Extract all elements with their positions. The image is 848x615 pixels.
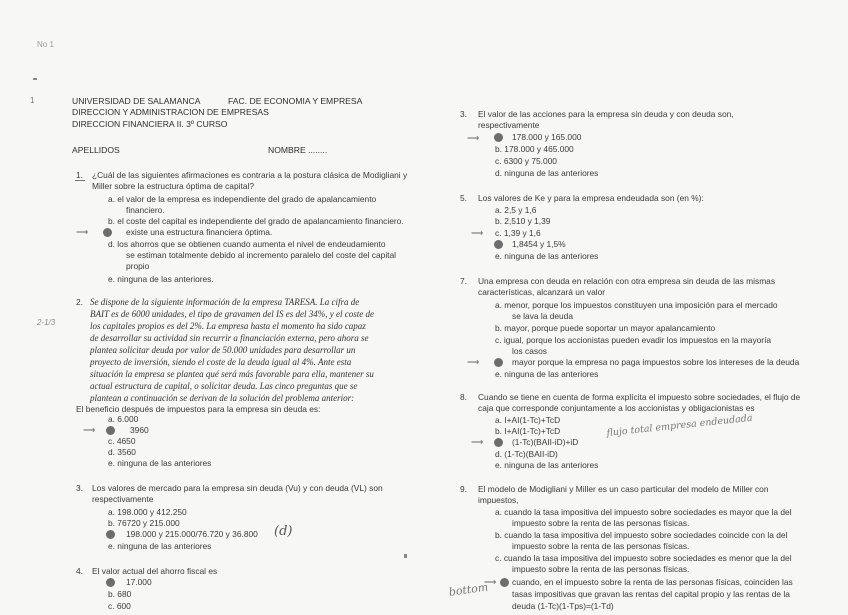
q6-number: 5. (460, 193, 467, 203)
q2-number: 2. (76, 297, 83, 307)
q1-number: 1. (76, 170, 83, 180)
q3-number: 3. (76, 483, 83, 493)
q6-option-e: e. ninguna de las anteriores (495, 251, 599, 261)
q3-line2: respectivamente (92, 494, 154, 504)
q7-option-d: mayor porque la empresa no paga impuestos sobre los intereses de la deuda (512, 357, 800, 367)
q8-line1: Cuando se tiene en cuenta de forma explícita el impuesto sobre sociedades, el flujo de (478, 392, 801, 402)
q2-line7: situación la empresa se plantea qué será más favorable para ella, mantener su (90, 369, 374, 379)
q7-option-a: a. menor, porque los impuestos constituyen una imposición para el mercado (495, 300, 778, 310)
q5-option-a: 178.000 y 165.000 (512, 132, 582, 142)
answer-mark (494, 358, 503, 367)
q4-option-a: 17.000 (126, 577, 152, 587)
q9-option-a: a. cuando la tasa impositiva del impuesto sobre sociedades es mayor que la del (495, 507, 792, 517)
q7-line1: Una empresa con deuda en relación con otra empresa sin deuda de las mismas (478, 276, 776, 286)
answer-mark (103, 228, 112, 237)
q8-option-a: a. I+AI(1-Tc)+TcD (495, 415, 561, 425)
q9-option-a-cont: impuesto sobre la renta de las personas físicas. (512, 518, 690, 528)
q1-line1: ¿Cuál de las siguientes afirmaciones es contraria a la postura clásica de Modigliani y (92, 170, 408, 180)
q9-number: 9. (460, 484, 467, 494)
q9-option-b-cont: impuesto sobre la renta de las personas físicas. (512, 541, 690, 551)
q7-option-e: e. ninguna de las anteriores (495, 369, 599, 379)
q2-line9: plantean a continuación se derivan de la solución del problema anterior: (90, 393, 355, 403)
q8-option-d: d. (1-Tc)(BAII-iD) (495, 449, 558, 459)
q3-option-e: e. ninguna de las anteriores (108, 541, 212, 551)
answer-arrow: ⟶ (467, 133, 480, 143)
name-label: NOMBRE ........ (268, 145, 328, 155)
q9-option-b: b. cuando la tasa impositiva del impuesto sobre sociedades coincide con la del (495, 530, 788, 540)
q1-option-a: a. el valor de la empresa es independiente del grado de apalancamiento (108, 194, 377, 204)
answer-mark (500, 578, 509, 587)
q2-line8: actual estructura de capital, o solicitar deuda. Las cinco preguntas que se (90, 381, 358, 391)
answer-mark (494, 240, 503, 249)
q3-option-b: b. 76720 y 215.000 (108, 518, 180, 528)
q3-option-c: 198.000 y 215.000/76.720 y 36.800 (126, 529, 258, 539)
q1-option-d-cont2: propio (126, 261, 150, 271)
q9-option-c: c. cuando la tasa impositiva del impuesto sobre sociedades es menor que la del (495, 553, 792, 563)
answer-arrow: ⟶ (484, 577, 497, 587)
q6-option-c: c. 1,39 y 1,6 (495, 228, 541, 238)
q7-number: 7. (460, 276, 467, 286)
answer-arrow: ⟶ (471, 437, 484, 447)
answer-arrow: ⟶ (83, 425, 96, 435)
q8-option-c: (1-Tc)(BAII-iD)+iD (512, 437, 579, 447)
q4-option-c: c. 600 (108, 601, 131, 611)
q1-line2: Miller sobre la estructura óptima de capital? (92, 181, 254, 191)
speck (404, 554, 407, 558)
q8-handwritten-note: flujo total empresa endeudada (606, 412, 754, 439)
answer-arrow: ⟶ (467, 357, 480, 367)
speck (33, 78, 37, 80)
q5-line1: El valor de las acciones para la empresa sin deuda y con deuda son, (478, 109, 734, 119)
q6-option-a: a. 2,5 y 1,6 (495, 205, 537, 215)
q2-stem: El beneficio después de impuestos para la empresa sin deuda es: (76, 404, 321, 414)
q2-line4: de desarrollar su actividad sin recurrir a financiación externa, pero ahora se (90, 333, 369, 343)
answer-arrow: ⟶ (471, 228, 484, 238)
q2-line3: los capitales propios es del 2%. La empresa hasta el momento ha sido capaz (90, 321, 366, 331)
q2-option-d: d. 3560 (108, 447, 136, 457)
margin-number: 1 (30, 96, 35, 105)
surname-label: APELLIDOS (72, 145, 120, 155)
q4-option-b: b. 680 (108, 589, 132, 599)
q9-margin-note: bottom (448, 580, 489, 599)
answer-mark (106, 578, 115, 587)
q3-option-a: a. 198.000 y 412.250 (108, 507, 187, 517)
university-name: UNIVERSIDAD DE SALAMANCA (72, 96, 201, 106)
q9-option-d-cont2: deuda (1-Tc)(1-Tps)=(1-Td) (512, 601, 614, 611)
q9-option-d: cuando, en el impuesto sobre la renta de las personas físicas, coinciden las (512, 577, 793, 587)
answer-arrow: ⟶ (76, 227, 89, 237)
q3-line1: Los valores de mercado para la empresa sin deuda (Vu) y con deuda (VL) son (92, 483, 383, 493)
q4-number: 4. (76, 566, 83, 576)
q7-option-b: b. mayor, porque puede soportar un mayor apalancamiento (495, 323, 716, 333)
q7-line2: características, alcanzará un valor (478, 287, 606, 297)
q7-option-a-cont: se lava la deuda (512, 311, 573, 321)
answer-mark (106, 426, 115, 435)
degree-name: DIRECCION Y ADMINISTRACION DE EMPRESAS (72, 107, 269, 117)
q2-option-b: 3960 (130, 425, 149, 435)
q8-line2: caja que corresponde conjuntamente a los accionistas y obligacionistas es (478, 403, 755, 413)
q9-option-c-cont: impuesto sobre la renta de las personas físicas. (512, 564, 690, 574)
q2-line5: plantea solicitar deuda por valor de 50.000 unidades para desarrollar un (90, 345, 356, 355)
answer-mark (106, 530, 115, 539)
q7-option-c-cont: los casos (512, 346, 547, 356)
q5-option-c: c. 6300 y 75.000 (495, 156, 557, 166)
q5-number: 3. (460, 109, 467, 119)
q2-option-a: a. 6.000 (108, 414, 139, 424)
q6-option-b: b. 2,510 y 1,39 (495, 216, 551, 226)
q2-line6: proyecto de inversión, siendo el coste de la deuda igual al 4%. Ante esta (90, 357, 352, 367)
q6-line1: Los valores de Ke y para la empresa endeudada son (en %): (478, 193, 704, 203)
q9-line1: El modelo de Modigliani y Miller es un caso particular del modelo de Miller con (478, 484, 769, 494)
q3-handwritten-note: (d) (274, 524, 293, 539)
q1-option-e: e. ninguna de las anteriores. (108, 274, 214, 284)
corner-mark: No 1 (37, 40, 54, 49)
q9-line2: impuestos, (478, 495, 519, 505)
q8-option-e: e. ninguna de las anteriores (495, 460, 599, 470)
q8-option-b: b. I+AI(1-Tc)+TcD (495, 426, 561, 436)
faculty-name: FAC. DE ECONOMIA Y EMPRESA (228, 96, 363, 106)
course-name: DIRECCION FINANCIERA II. 3º CURSO (72, 119, 228, 129)
q1-option-a-cont: financiero. (126, 205, 165, 215)
q4-line1: El valor actual del ahorro fiscal es (92, 566, 218, 576)
q1-option-d-cont: se estiman totalmente debido al incremento paralelo del coste del capital (126, 250, 397, 260)
q9-option-d-cont: tasas impositivas que gravan las rentas del capital propio y las rentas de la (512, 589, 790, 599)
q2-option-c: c. 4650 (108, 436, 136, 446)
q2-line1: Se dispone de la siguiente información de la empresa TARESA. La cifra de (90, 297, 360, 307)
q1-option-d: d. los ahorros que se obtienen cuando aumenta el nivel de endeudamiento (108, 239, 386, 249)
q5-line2: respectivamente (478, 120, 540, 130)
q8-number: 8. (460, 392, 467, 402)
underline (75, 180, 85, 181)
q5-option-b: b. 178.000 y 465.000 (495, 144, 574, 154)
q2-line2: BAIT es de 6000 unidades, el tipo de gravamen del IS es del 34%, y el coste de (90, 309, 375, 319)
answer-mark (494, 133, 503, 142)
answer-mark (494, 438, 503, 447)
margin-note: 2-1/3 (37, 318, 56, 327)
q1-option-c: existe una estructura financiera óptima. (126, 227, 273, 237)
q6-option-d: 1,8454 y 1,5% (512, 239, 566, 249)
q7-option-c: c. igual, porque los accionistas pueden evadir los impuestos en la mayoría (495, 335, 772, 345)
q2-option-e: e. ninguna de las anteriores (108, 458, 212, 468)
q5-option-d: d. ninguna de las anteriores (495, 168, 599, 178)
q1-option-b: b. el coste del capital es independiente del grado de apalancamiento financiero. (108, 216, 404, 226)
